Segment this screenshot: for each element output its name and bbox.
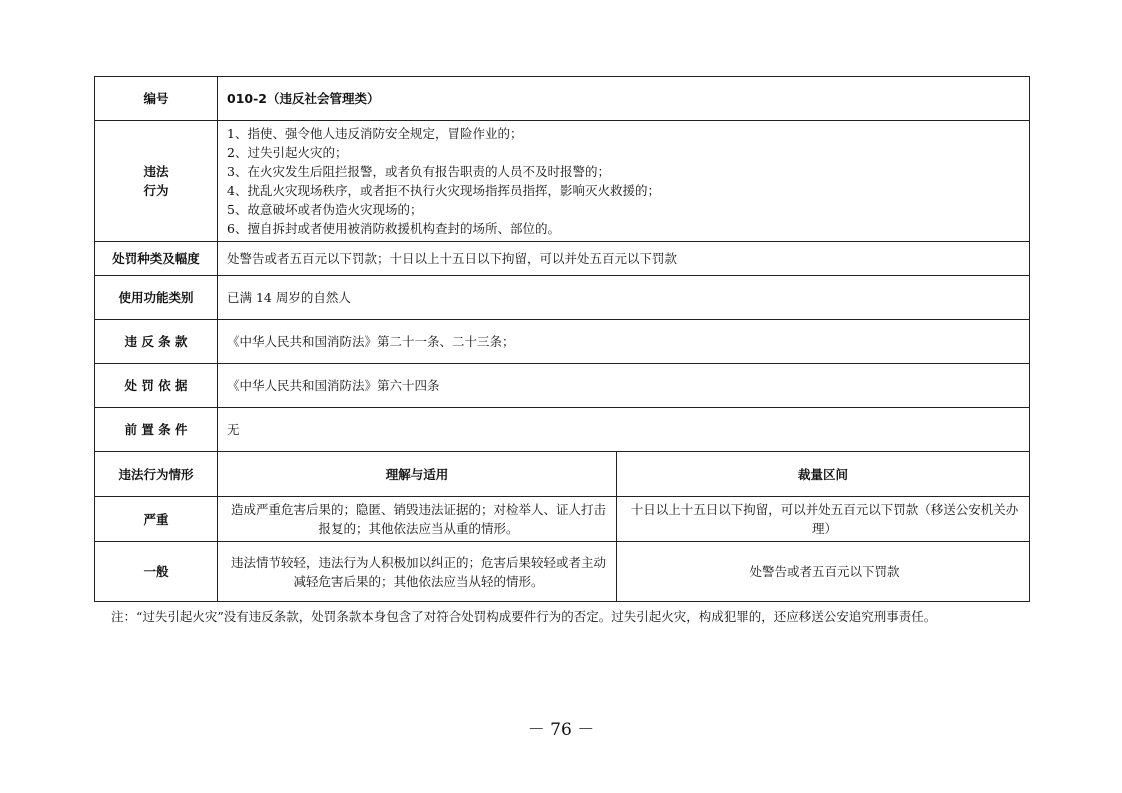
situation-header: 违法行为情形: [95, 452, 218, 497]
basis-label: 处 罚 依 据: [95, 364, 218, 408]
subject-row: [95, 276, 1030, 320]
understanding-header: 理解与适用: [218, 452, 617, 497]
penalty-value: 处警告或者五百元以下罚款；十日以上十五日以下拘留，可以并处五百元以下罚款: [218, 242, 1030, 276]
precondition-label: 前 置 条 件: [95, 408, 218, 452]
precondition-row: [95, 408, 1030, 452]
violated-row: [95, 320, 1030, 364]
id-label: 编号: [95, 77, 218, 121]
penalty-standard-table: [94, 76, 1030, 602]
violated-value: 《中华人民共和国消防法》第二十一条、二十三条；: [218, 320, 1030, 364]
basis-value: 《中华人民共和国消防法》第六十四条: [218, 364, 1030, 408]
understanding-cell: 违法情节较轻，违法行为人积极加以纠正的；危害后果较轻或者主动减轻危害后果的；其他依法应当从轻的情形。: [218, 542, 617, 602]
act-item: 1、指使、强令他人违反消防安全规定，冒险作业的；: [227, 126, 523, 141]
situation-cell: 严重: [95, 497, 218, 542]
act-item: 5、故意破坏或者伪造火灾现场的；: [227, 202, 423, 217]
penalty-label: 处罚种类及幅度: [95, 242, 218, 276]
precondition-value: 无: [218, 408, 1030, 452]
act-item: 3、在火灾发生后阻拦报警，或者负有报告职责的人员不及时报警的；: [227, 164, 610, 179]
understanding-cell: 造成严重危害后果的；隐匿、销毁违法证据的；对检举人、证人打击报复的；其他依法应当从重的情形。: [218, 497, 617, 542]
acts-row: [95, 121, 1030, 242]
range-header: 裁量区间: [617, 452, 1030, 497]
subject-label: 使用功能类别: [95, 276, 218, 320]
act-item: 2、过失引起火灾的；: [227, 145, 348, 160]
acts-list: [218, 121, 1030, 242]
id-row: [95, 77, 1030, 121]
violated-label: 违 反 条 款: [95, 320, 218, 364]
basis-row: [95, 364, 1030, 408]
acts-label-line2: 行为: [143, 183, 169, 198]
page-number: － 76 －: [527, 720, 595, 740]
situation-cell: 一般: [95, 542, 218, 602]
discretion-header-row: [95, 452, 1030, 497]
footnote: 注：“过失引起火灾”没有违反条款，处罚条款本身包含了对符合处罚构成要件行为的否定。过失引起火灾，构成犯罪的，还应移送公安追究刑事责任。: [111, 609, 937, 624]
range-cell: 十日以上十五日以下拘留，可以并处五百元以下罚款（移送公安机关办理）: [617, 497, 1030, 542]
act-item: 6、擅自拆封或者使用被消防救援机构查封的场所、部位的。: [227, 221, 560, 236]
acts-label: [95, 121, 218, 242]
acts-label-line1: 违法: [143, 164, 169, 179]
penalty-row: [95, 242, 1030, 276]
table-row: [95, 542, 1030, 602]
act-item: 4、扰乱火灾现场秩序，或者拒不执行火灾现场指挥员指挥，影响灭火救援的；: [227, 183, 660, 198]
range-cell: 处警告或者五百元以下罚款: [617, 542, 1030, 602]
table-row: [95, 497, 1030, 542]
id-value: 010-2（违反社会管理类）: [218, 77, 1030, 121]
subject-value: 已满 14 周岁的自然人: [218, 276, 1030, 320]
